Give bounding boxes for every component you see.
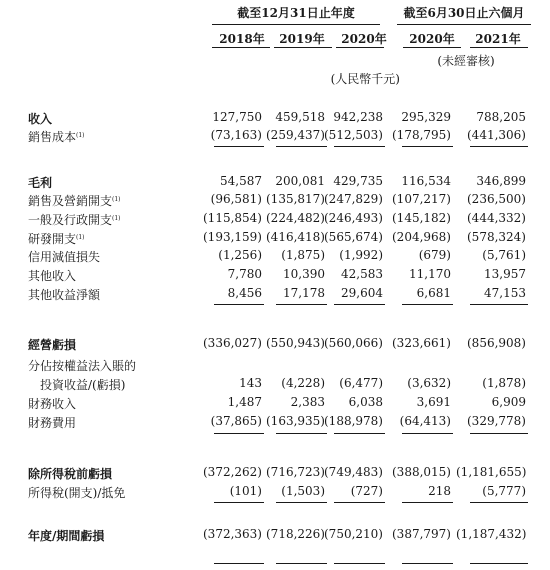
cell-2020: (6,477) bbox=[339, 376, 383, 390]
subtotal-rule bbox=[334, 146, 385, 147]
row-label-text: 研發開支 bbox=[28, 232, 77, 246]
row-label-text: 銷售成本 bbox=[28, 130, 77, 144]
subtotal-rule bbox=[402, 563, 453, 564]
cell-2021-interim: 788,205 bbox=[476, 110, 526, 124]
row-label bbox=[28, 211, 121, 228]
table-row bbox=[0, 174, 550, 190]
cell-2018: (336,027) bbox=[203, 336, 262, 350]
cell-2021-interim: (1,181,655) bbox=[456, 465, 527, 479]
year-header-2018: 2018年 bbox=[219, 32, 265, 46]
cell-2021-interim: (329,778) bbox=[467, 414, 526, 428]
subtotal-rule bbox=[470, 433, 528, 434]
cell-2018: (193,159) bbox=[203, 230, 262, 244]
cell-2018: (372,262) bbox=[203, 465, 262, 479]
cell-2020-interim: 218 bbox=[428, 484, 451, 498]
cell-2020: 942,238 bbox=[333, 110, 383, 124]
row-label-text: 毛利 bbox=[28, 176, 53, 190]
cell-2019: (224,482) bbox=[266, 211, 325, 225]
row-label-text: 投資收益/(虧損) bbox=[40, 378, 126, 392]
cell-2018: 1,487 bbox=[227, 395, 262, 409]
cell-2021-interim: 346,899 bbox=[476, 174, 526, 188]
cell-2021-interim: (441,306) bbox=[467, 128, 526, 142]
row-label bbox=[28, 414, 76, 431]
cell-2020: (246,493) bbox=[324, 211, 383, 225]
subtotal-rule bbox=[214, 563, 264, 564]
year-rule bbox=[212, 47, 270, 48]
year-header-2021-interim: 2021年 bbox=[475, 32, 521, 46]
cell-2020: (188,978) bbox=[324, 414, 383, 428]
row-label-text: 經營虧損 bbox=[28, 338, 77, 352]
subtotal-rule bbox=[402, 304, 453, 305]
table-row bbox=[0, 484, 550, 500]
cell-2021-interim: (5,761) bbox=[482, 248, 526, 262]
table-row bbox=[0, 211, 550, 227]
interim-group-header: 截至6月30日止六個月 bbox=[403, 6, 525, 20]
table-row bbox=[0, 395, 550, 411]
cell-2020-interim: (679) bbox=[418, 248, 451, 262]
subtotal-rule bbox=[276, 146, 327, 147]
cell-2019: (163,935) bbox=[266, 414, 325, 428]
footnote-marker: (1) bbox=[112, 196, 121, 203]
cell-2020-interim: (145,182) bbox=[392, 211, 451, 225]
cell-2021-interim: (5,777) bbox=[482, 484, 526, 498]
cell-2018: 143 bbox=[239, 376, 262, 390]
row-label bbox=[28, 395, 76, 412]
cell-2020: (560,066) bbox=[324, 336, 383, 350]
table-row bbox=[0, 248, 550, 264]
cell-2020-interim: (387,797) bbox=[392, 527, 451, 541]
table-row bbox=[0, 230, 550, 246]
row-label-text: 收入 bbox=[28, 112, 53, 126]
table-row bbox=[0, 336, 550, 352]
subtotal-rule bbox=[214, 146, 264, 147]
cell-2020: 6,038 bbox=[348, 395, 383, 409]
cell-2020: (247,829) bbox=[324, 192, 383, 206]
subtotal-rule bbox=[214, 502, 264, 503]
row-label-text: 銷售及營銷開支 bbox=[28, 194, 113, 208]
cell-2018: (1,256) bbox=[218, 248, 262, 262]
row-label bbox=[28, 230, 85, 247]
subtotal-rule bbox=[334, 502, 385, 503]
cell-2019: (716,723) bbox=[266, 465, 325, 479]
cell-2020-interim: 116,534 bbox=[401, 174, 451, 188]
subtotal-rule bbox=[402, 433, 453, 434]
annual-group-header: 截至12月31日止年度 bbox=[237, 6, 355, 20]
unit-note: (人民幣千元) bbox=[330, 72, 400, 86]
cell-2020: 29,604 bbox=[341, 286, 383, 300]
table-row bbox=[0, 357, 550, 373]
cell-2018: (37,865) bbox=[210, 414, 262, 428]
year-header-2019: 2019年 bbox=[279, 32, 325, 46]
row-label bbox=[28, 357, 136, 374]
cell-2019: 17,178 bbox=[283, 286, 325, 300]
table-row bbox=[0, 527, 550, 543]
cell-2020-interim: 3,691 bbox=[416, 395, 451, 409]
row-label bbox=[28, 465, 112, 482]
row-label-text: 年度/期間虧損 bbox=[28, 529, 105, 543]
row-label bbox=[28, 484, 125, 501]
row-label-text: 一般及行政開支 bbox=[28, 213, 113, 227]
subtotal-rule bbox=[470, 146, 528, 147]
cell-2020-interim: (178,795) bbox=[392, 128, 451, 142]
cell-2019: (416,418) bbox=[266, 230, 325, 244]
subtotal-rule bbox=[276, 304, 327, 305]
subtotal-rule bbox=[276, 563, 327, 564]
row-label-text: 財務費用 bbox=[28, 416, 77, 430]
subtotal-rule bbox=[402, 502, 453, 503]
cell-2020-interim: (204,968) bbox=[392, 230, 451, 244]
cell-2019: 459,518 bbox=[275, 110, 325, 124]
row-label bbox=[28, 248, 100, 265]
subtotal-rule bbox=[470, 304, 528, 305]
cell-2021-interim: (856,908) bbox=[467, 336, 526, 350]
cell-2018: 54,587 bbox=[220, 174, 262, 188]
subtotal-rule bbox=[214, 433, 264, 434]
row-label bbox=[28, 174, 52, 191]
cell-2021-interim: (578,324) bbox=[467, 230, 526, 244]
table-row bbox=[0, 128, 550, 144]
row-label-text: 其他收入 bbox=[28, 269, 77, 283]
subtotal-rule bbox=[276, 502, 327, 503]
table-row bbox=[0, 465, 550, 481]
cell-2019: (1,503) bbox=[281, 484, 325, 498]
cell-2019: (135,817) bbox=[266, 192, 325, 206]
unaudited-note: (未經審核) bbox=[437, 54, 495, 68]
subtotal-rule bbox=[470, 563, 528, 564]
row-label-text: 所得稅(開支)/抵免 bbox=[28, 486, 126, 500]
row-label bbox=[28, 128, 85, 145]
cell-2020-interim: (3,632) bbox=[407, 376, 451, 390]
row-label bbox=[28, 286, 100, 303]
cell-2021-interim: (444,332) bbox=[467, 211, 526, 225]
cell-2020-interim: (107,217) bbox=[392, 192, 451, 206]
cell-2021-interim: (236,500) bbox=[467, 192, 526, 206]
year-rule bbox=[336, 47, 384, 48]
cell-2021-interim: 6,909 bbox=[491, 395, 526, 409]
cell-2020: (727) bbox=[350, 484, 383, 498]
row-label-text: 財務收入 bbox=[28, 397, 77, 411]
row-label bbox=[28, 336, 76, 353]
cell-2018: (115,854) bbox=[203, 211, 262, 225]
table-row bbox=[0, 414, 550, 430]
footnote-marker: (1) bbox=[112, 215, 121, 222]
year-header-2020: 2020年 bbox=[341, 32, 387, 46]
cell-2019: 200,081 bbox=[275, 174, 325, 188]
cell-2021-interim: (1,878) bbox=[482, 376, 526, 390]
row-label bbox=[28, 192, 121, 209]
year-header-2020-interim: 2020年 bbox=[409, 32, 455, 46]
cell-2019: (259,437) bbox=[266, 128, 325, 142]
subtotal-rule bbox=[470, 502, 528, 503]
cell-2019: (718,226) bbox=[266, 527, 325, 541]
year-rule bbox=[274, 47, 332, 48]
footnote-marker: (1) bbox=[76, 234, 85, 241]
footnote-marker: (1) bbox=[76, 132, 85, 139]
table-row bbox=[0, 267, 550, 283]
table-row bbox=[0, 192, 550, 208]
cell-2021-interim: 13,957 bbox=[484, 267, 526, 281]
year-rule bbox=[403, 47, 461, 48]
year-rule bbox=[470, 47, 528, 48]
annual-group-rule bbox=[212, 24, 380, 25]
cell-2019: (4,228) bbox=[281, 376, 325, 390]
cell-2018: (73,163) bbox=[210, 128, 262, 142]
table-row bbox=[0, 286, 550, 302]
interim-group-rule bbox=[397, 24, 531, 25]
subtotal-rule bbox=[334, 433, 385, 434]
table-row bbox=[0, 376, 550, 392]
cell-2020-interim: (323,661) bbox=[392, 336, 451, 350]
subtotal-rule bbox=[214, 304, 264, 305]
cell-2018: 7,780 bbox=[227, 267, 262, 281]
row-label bbox=[28, 110, 52, 127]
cell-2020: (749,483) bbox=[324, 465, 383, 479]
row-label-text: 分佔按權益法入賬的 bbox=[28, 359, 137, 373]
row-label-text: 其他收益淨額 bbox=[28, 288, 101, 302]
cell-2020: 42,583 bbox=[341, 267, 383, 281]
cell-2020: (512,503) bbox=[324, 128, 383, 142]
cell-2020-interim: (64,413) bbox=[399, 414, 451, 428]
cell-2018: (101) bbox=[229, 484, 262, 498]
cell-2020: (1,992) bbox=[339, 248, 383, 262]
subtotal-rule bbox=[276, 433, 327, 434]
cell-2020-interim: 295,329 bbox=[401, 110, 451, 124]
cell-2021-interim: (1,187,432) bbox=[456, 527, 527, 541]
cell-2018: (96,581) bbox=[210, 192, 262, 206]
cell-2019: (550,943) bbox=[266, 336, 325, 350]
cell-2018: 127,750 bbox=[212, 110, 262, 124]
cell-2018: (372,363) bbox=[203, 527, 262, 541]
cell-2019: 2,383 bbox=[290, 395, 325, 409]
cell-2020: (565,674) bbox=[324, 230, 383, 244]
row-label bbox=[28, 527, 104, 544]
cell-2020: (750,210) bbox=[324, 527, 383, 541]
row-label bbox=[28, 267, 76, 284]
table-row bbox=[0, 110, 550, 126]
cell-2019: (1,875) bbox=[281, 248, 325, 262]
row-label bbox=[40, 376, 125, 393]
cell-2020-interim: (388,015) bbox=[392, 465, 451, 479]
subtotal-rule bbox=[402, 146, 453, 147]
row-label-text: 信用減值損失 bbox=[28, 250, 101, 264]
cell-2020: 429,735 bbox=[333, 174, 383, 188]
cell-2018: 8,456 bbox=[227, 286, 262, 300]
cell-2020-interim: 6,681 bbox=[416, 286, 451, 300]
subtotal-rule bbox=[334, 304, 385, 305]
subtotal-rule bbox=[334, 563, 385, 564]
cell-2021-interim: 47,153 bbox=[484, 286, 526, 300]
cell-2019: 10,390 bbox=[283, 267, 325, 281]
row-label-text: 除所得稅前虧損 bbox=[28, 467, 113, 481]
cell-2020-interim: 11,170 bbox=[409, 267, 451, 281]
